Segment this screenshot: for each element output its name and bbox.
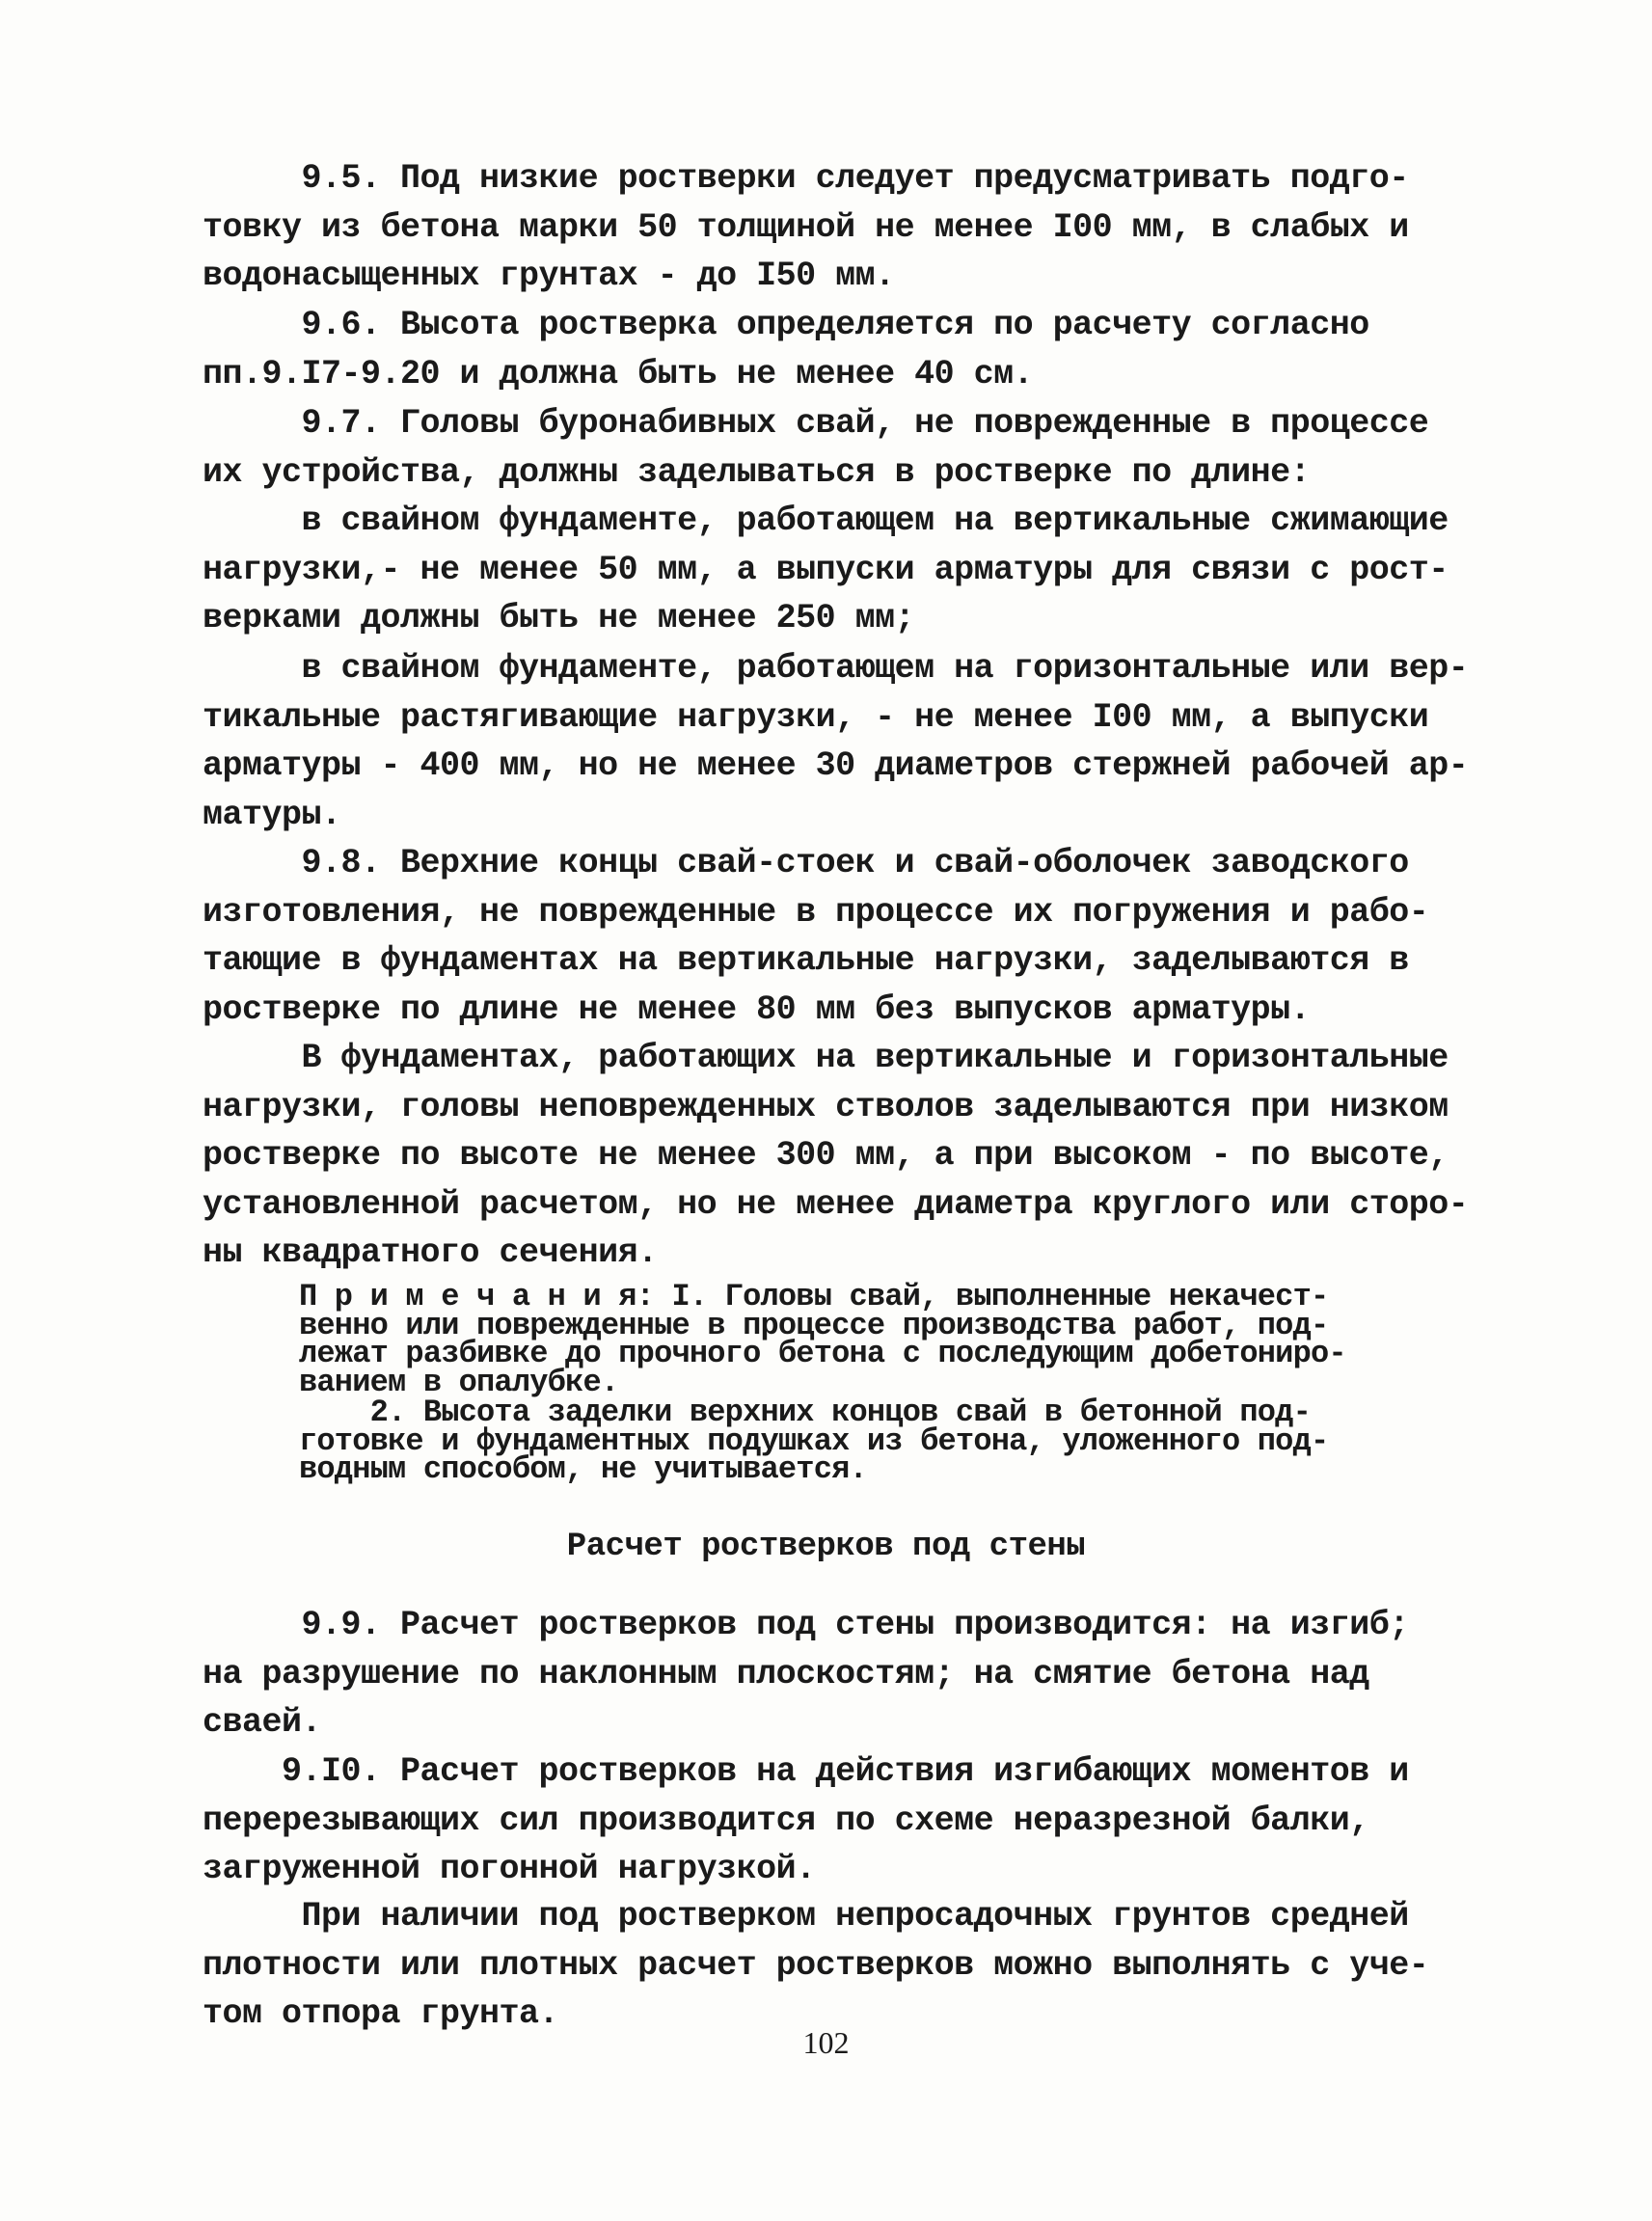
- paragraph-9-9: 9.9. Расчет ростверков под стены производится: на изгиб; на разрушение по наклонным плоскостям; на смятие бетона над сваей.: [203, 1606, 1409, 1742]
- paragraph-9-7-compression: в свайном фундаменте, работающем на вертикальные сжимающие нагрузки,- не менее 50 мм, а выпуски арматуры для связи с рост- верками должны быть не менее 250 мм;: [203, 501, 1449, 637]
- paragraph-9-7: 9.7. Головы буронабивных свай, не поврежденные в процессе их устройства, должны заделываться в ростверке по длине:: [203, 404, 1429, 492]
- section-heading: Расчет ростверков под стены: [566, 1529, 1086, 1565]
- note-2: 2. Высота заделки верхних концов свай в бетонной под- готовке и фундаментных подушках из бетона, уложенного под- водным способом, не учитывается.: [299, 1395, 1329, 1487]
- paragraph-9-8: 9.8. Верхние концы свай-стоек и свай-оболочек заводского изготовления, не поврежденные в процессе их погружения и рабо- тающие в фундаментах на вертикальные нагрузки, заделываются в ростверке по длине не менее 80 мм без выпусков арматуры.: [203, 844, 1429, 1029]
- note-1: П р и м е ч а н и я: I. Головы свай, выполненные некачест- венно или поврежденные в процессе производства работ, под- лежат разбивке до прочного бетона с последующим добетониро- ванием в опалубке.: [299, 1279, 1346, 1400]
- paragraph-9-7-tension: в свайном фундаменте, работающем на горизонтальные или вер- тикальные растягивающие нагрузки, - не менее I00 мм, а выпуски арматуры - 400 мм, но не менее 30 диаметров стержней рабочей ар- матуры.: [203, 649, 1469, 834]
- paragraph-9-6: 9.6. Высота ростверка определяется по расчету согласно пп.9.I7-9.20 и должна быть не менее 40 см.: [203, 306, 1369, 393]
- paragraph-9-8-foundations: В фундаментах, работающих на вертикальные и горизонтальные нагрузки, головы неповрежденных стволов заделываются при низком ростверке по высоте не менее 300 мм, а при высоком - по высоте, установленной расчетом, но не менее диаметра круглого или сторо- ны квадратного сечения.: [203, 1039, 1469, 1272]
- paragraph-9-5: 9.5. Под низкие ростверки следует предусматривать подго- товку из бетона марки 50 толщиной не менее I00 мм, в слабых и водонасыщенных грунтах - до I50 мм.: [203, 159, 1409, 295]
- paragraph-9-10: 9.I0. Расчет ростверков на действия изгибающих моментов и перерезывающих сил производится по схеме неразрезной балки, загруженной погонной нагрузкой.: [203, 1752, 1409, 1888]
- paragraph-9-10-soil: При наличии под ростверком непросадочных грунтов средней плотности или плотных расчет ростверков можно выполнять с уче- том отпора грунта.: [203, 1897, 1429, 2033]
- page-number: 102: [802, 2025, 850, 2060]
